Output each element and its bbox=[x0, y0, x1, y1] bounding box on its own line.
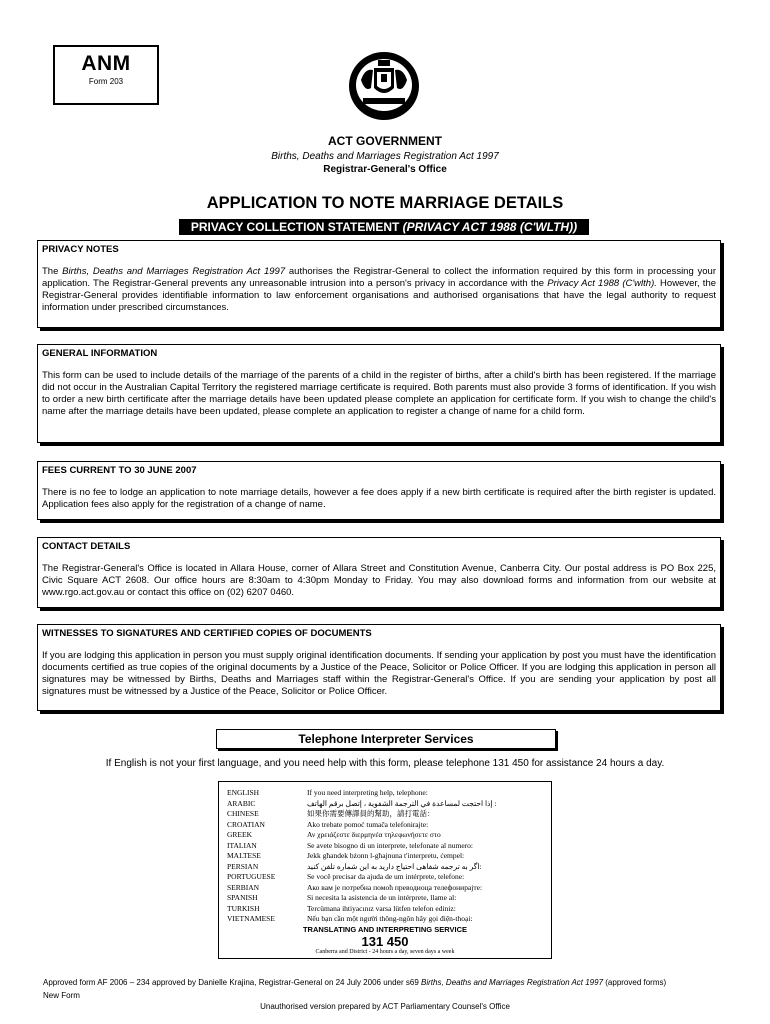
language-row bbox=[227, 819, 545, 830]
fees-section bbox=[37, 461, 721, 520]
language-name: GREEK bbox=[227, 830, 252, 839]
language-name: CROATIAN bbox=[227, 819, 265, 829]
witnesses-heading: WITNESSES TO SIGNATURES AND CERTIFIED COPIES OF DOCUMENTS bbox=[42, 628, 372, 639]
language-name: VIETNAMESE bbox=[227, 914, 275, 923]
form-code-box bbox=[53, 45, 159, 105]
interpreter-languages-panel bbox=[218, 781, 552, 959]
language-name: ITALIAN bbox=[227, 840, 257, 850]
general-information-section bbox=[37, 344, 721, 443]
language-text: Tercümana ihtiyacınız varsa lütfen telefon ediniz: bbox=[307, 903, 456, 913]
witnesses-body: If you are lodging this application in person you must supply original identification documents. If sending your application by post you must have the identification documents certified as true copies of the original documents by a Justice of the Peace, Solicitor or Police Officer. If you are lodging this application in person all signatures may be witnessed by Births, Deaths and Marriages staff within the Registrar-General's Office. If you are sending your application by post all signatures must be witnessed by a Justice of the Peace, Solicitor or Police Officer. bbox=[42, 650, 716, 697]
language-text: Ако вам је потребна помоћ преводиоца телефонирајте: bbox=[307, 882, 483, 892]
general-information-body: This form can be used to include details of the marriage of the parents of a child in the register of births, after a child's birth has been registered. If the marriage did not occur in the Australian Capital Territory the registered marriage certificate is required. Both parents must also provide 3 forms of identification. If you wish to order a new birth certificate after the marriage details have been updated please complete an application for certificate form. If you wish to change the child's name after the marriage details have been updated, please complete an application to register a change of name for a child form. bbox=[42, 370, 716, 417]
language-text: إذا احتجت لمساعدة في الترجمة الشفوية ، إتصل برقم الهاتف : bbox=[307, 798, 497, 808]
tis-phone-number: 131 450 bbox=[361, 934, 409, 949]
privacy-text-1: The bbox=[42, 266, 63, 277]
interpreter-services-title: Telephone Interpreter Services bbox=[216, 729, 556, 749]
privacy-notes-body bbox=[42, 266, 716, 314]
language-row bbox=[227, 892, 545, 903]
language-row bbox=[227, 861, 545, 872]
language-row bbox=[227, 829, 545, 840]
language-name: PORTUGUESE bbox=[227, 872, 276, 881]
tis-availability-note: Canberra and District - 24 hours a day, seven days a week bbox=[315, 949, 455, 955]
language-name: ENGLISH bbox=[227, 788, 260, 797]
approval-text: Approved form AF 2006 – 234 approved by Danielle Krajina, Registrar-General on 24 July 2006 under s69 bbox=[43, 978, 422, 987]
privacy-act-name-2: Privacy Act 1988 (C'wlth). bbox=[547, 278, 657, 289]
approval-act-name: Births, Deaths and Marriages Registration Act 1997 bbox=[421, 978, 604, 987]
language-row bbox=[227, 871, 545, 882]
language-row bbox=[227, 840, 545, 851]
tis-service-label: TRANSLATING AND INTERPRETING SERVICE bbox=[302, 925, 468, 934]
language-text: Jekk għandek bżonn l-għajnuna t'interpretu, ċempel: bbox=[307, 851, 465, 860]
language-name: SERBIAN bbox=[227, 882, 260, 892]
privacy-banner-text: PRIVACY COLLECTION STATEMENT bbox=[190, 220, 403, 234]
act-name: Births, Deaths and Marriages Registration Act 1997 bbox=[271, 151, 499, 162]
language-row bbox=[227, 850, 545, 861]
interpreter-intro: If English is not your first language, and you need help with this form, please telephone 131 450 for assistance 24 hours a day. bbox=[105, 758, 665, 769]
approval-statement bbox=[43, 978, 666, 987]
fees-heading: FEES CURRENT TO 30 JUNE 2007 bbox=[42, 465, 197, 476]
language-text: Se avete bisogno di un interprete, telefonate al numero: bbox=[307, 840, 473, 850]
fees-body: There is no fee to lodge an application to note marriage details, however a fee does apply if a new birth certificate is required after the birth register is updated. Application fees also apply for the registration of a change of name. bbox=[42, 487, 716, 510]
contact-details-heading: CONTACT DETAILS bbox=[42, 541, 131, 552]
language-row bbox=[227, 798, 545, 809]
privacy-text-2: authorises the Registrar-General to collect the information required by this form in processing your application. The Registrar-General prevents any unreasonable intrusion into a person's privacy in accordance with the bbox=[42, 266, 717, 289]
language-text: Αν χρειάζεστε διερμηνέα τηλεφωνήσετε στο bbox=[307, 830, 441, 839]
prepared-by-note: Unauthorised version prepared by ACT Parliamentary Counsel's Office bbox=[260, 1002, 510, 1011]
approval-suffix: (approved forms) bbox=[603, 978, 667, 987]
privacy-collection-banner bbox=[179, 219, 589, 235]
language-text: اگر به ترجمه شفاهی احتیاج دارید به این شماره تلفن کنید: bbox=[307, 861, 482, 871]
language-name: CHINESE bbox=[227, 809, 259, 818]
language-text: Nếu bạn cần một người thông-ngôn hãy gọi điện-thoại: bbox=[307, 914, 473, 923]
page-title: APPLICATION TO NOTE MARRIAGE DETAILS bbox=[206, 194, 564, 212]
privacy-text-3: However, the Registrar-General provides identifiable information to law enforcement organisations and authorised organisations that have the legal authority to request information under prescribed circumstances. bbox=[42, 278, 717, 313]
language-text: 如果你需要傳譯員的幫助，請打電話： bbox=[307, 809, 435, 818]
language-row bbox=[227, 903, 545, 914]
language-row bbox=[227, 787, 545, 798]
language-row bbox=[227, 882, 545, 893]
privacy-notes-section bbox=[37, 240, 721, 328]
form-status: New Form bbox=[43, 991, 80, 1000]
office-name: Registrar-General's Office bbox=[323, 164, 447, 175]
government-name: ACT GOVERNMENT bbox=[328, 134, 442, 148]
general-information-heading: GENERAL INFORMATION bbox=[42, 348, 158, 359]
language-name: TURKISH bbox=[227, 903, 260, 913]
language-text: If you need interpreting help, telephone: bbox=[307, 788, 428, 797]
contact-details-body: The Registrar-General's Office is located in Allara House, corner of Allara Street and Constitution Avenue, Canberra City. Our postal address is PO Box 225, Civic Square ACT 2608. Our office hours are 8:30am to 4:30pm Monday to Friday. You may also download forms and information from our website at www.rgo.act.gov.au or contact this office on (02) 6207 0460. bbox=[42, 563, 716, 598]
privacy-act-name-1: Births, Deaths and Marriages Registration Act 1997 bbox=[62, 266, 286, 277]
act-coat-of-arms-icon bbox=[347, 50, 421, 122]
language-text: Si necesita la asistencia de un intérprete, llame al: bbox=[307, 893, 457, 902]
language-text: Ako trebate pomoć tumača telefonirajte: bbox=[307, 819, 429, 829]
language-name: ARABIC bbox=[227, 798, 256, 808]
language-name: PERSIAN bbox=[227, 861, 259, 871]
language-name: MALTESE bbox=[227, 851, 261, 860]
privacy-notes-heading: PRIVACY NOTES bbox=[42, 244, 119, 255]
contact-details-section bbox=[37, 537, 721, 608]
language-row bbox=[227, 913, 545, 924]
form-code: ANM bbox=[81, 52, 131, 75]
language-name: SPANISH bbox=[227, 893, 258, 902]
privacy-banner-act: (PRIVACY ACT 1988 (C'WLTH)) bbox=[402, 220, 578, 234]
witnesses-section bbox=[37, 624, 721, 711]
language-row bbox=[227, 808, 545, 819]
language-text: Se você precisar da ajuda de um intérprete, telefone: bbox=[307, 872, 465, 881]
form-number: Form 203 bbox=[88, 77, 124, 86]
